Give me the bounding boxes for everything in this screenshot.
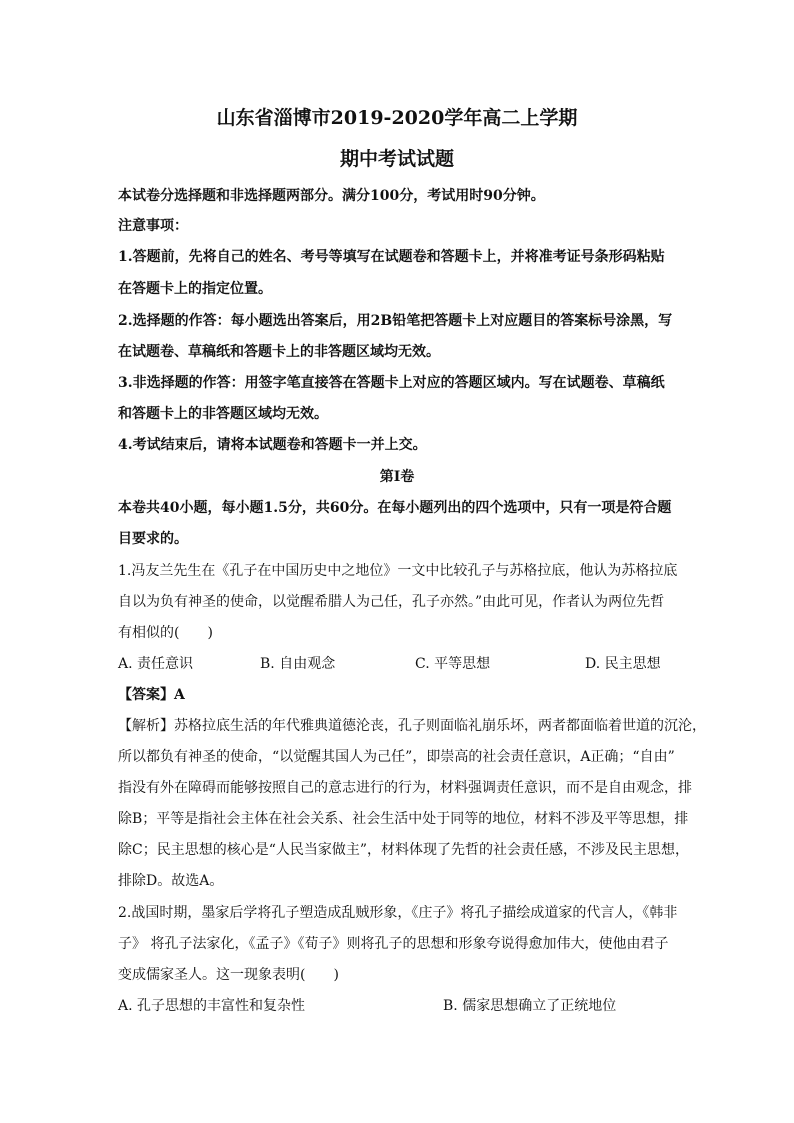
question-1-line-2: 自以为负有神圣的使命，以觉醒希腊人为己任，孔子亦然。”由此可见，作者认为两位先哲	[118, 594, 665, 610]
question-1-option-c: C. 平等思想	[415, 656, 491, 672]
note-1-line-1: 1.答题前，先将自己的姓名、考号等填写在试题卷和答题卡上，并将准考证号条形码粘贴	[118, 249, 665, 265]
question-1-explanation-line-6: 排除D。故选A。	[118, 873, 224, 889]
question-1-explanation-line-1: 【解析】苏格拉底生活的年代雅典道德沦丧，孔子则面临礼崩乐坏，两者都面临着世道的沉沦，	[118, 718, 706, 734]
question-2-option-a: A. 孔子思想的丰富性和复杂性	[118, 998, 306, 1014]
question-1-line-1: 1.冯友兰先生在《孔子在中国历史中之地位》一文中比较孔子与苏格拉底，他认为苏格拉底	[118, 563, 678, 579]
document-subtitle: 期中考试试题	[339, 148, 454, 170]
document-title: 山东省淄博市2019-2020学年高二上学期	[216, 107, 578, 129]
note-1-line-2: 在答题卡上的指定位置。	[118, 281, 272, 297]
note-3-line-1: 3.非选择题的作答：用签字笔直接答在答题卡上对应的答题区域内。写在试题卷、草稿纸	[118, 375, 665, 391]
question-1-explanation-line-3: 指没有外在障碍而能够按照自己的意志进行的行为，材料强调责任意识，而不是自由观念，排	[118, 780, 692, 796]
question-1-option-a: A. 责任意识	[118, 656, 194, 672]
question-2-line-2: 子》 将孔子法家化，《孟子》《荀子》则将孔子的思想和形象夸说得愈加伟大，使他由君子	[118, 936, 669, 952]
question-2-option-b: B. 儒家思想确立了正统地位	[443, 998, 617, 1014]
note-3-line-2: 和答题卡上的非答题区域均无效。	[118, 406, 328, 422]
section-desc-line-2: 目要求的。	[118, 531, 188, 547]
question-1-explanation-line-5: 除C；民主思想的核心是“人民当家做主”，材料体现了先哲的社会责任感，不涉及民主思想，	[118, 842, 690, 858]
question-1-explanation-line-4: 除B；平等是指社会主体在社会关系、社会生活中处于同等的地位，材料不涉及平等思想，排	[118, 811, 689, 827]
note-2-line-2: 在试题卷、草稿纸和答题卡上的非答题区域均无效。	[118, 344, 440, 360]
note-2-line-1: 2.选择题的作答：每小题选出答案后，用2B铅笔把答题卡上对应题目的答案标号涂黑，写	[118, 313, 673, 329]
section-heading: 第Ⅰ卷	[379, 469, 415, 485]
question-1-answer: 【答案】A	[118, 687, 185, 703]
notes-heading: 注意事项：	[118, 218, 188, 234]
question-1-option-d: D. 民主思想	[585, 656, 661, 672]
question-1-option-b: B. 自由观念	[260, 656, 336, 672]
question-1-line-3: 有相似的( )	[118, 625, 213, 641]
question-1-explanation-line-2: 所以都负有神圣的使命，“以觉醒其国人为己任”，即崇高的社会责任意识，A正确；“自由”	[118, 749, 675, 765]
question-2-line-3: 变成儒家圣人。这一现象表明( )	[118, 967, 339, 983]
note-4: 4.考试结束后，请将本试题卷和答题卡一并上交。	[118, 437, 427, 453]
question-2-line-1: 2.战国时期，墨家后学将孔子塑造成乱贼形象，《庄子》将孔子描绘成道家的代言人，《韩非	[118, 905, 678, 921]
exam-intro: 本试卷分选择题和非选择题两部分。满分100分，考试用时90分钟。	[118, 188, 545, 204]
section-desc-line-1: 本卷共40小题，每小题1.5分，共60分。在每小题列出的四个选项中，只有一项是符合题	[118, 500, 672, 516]
